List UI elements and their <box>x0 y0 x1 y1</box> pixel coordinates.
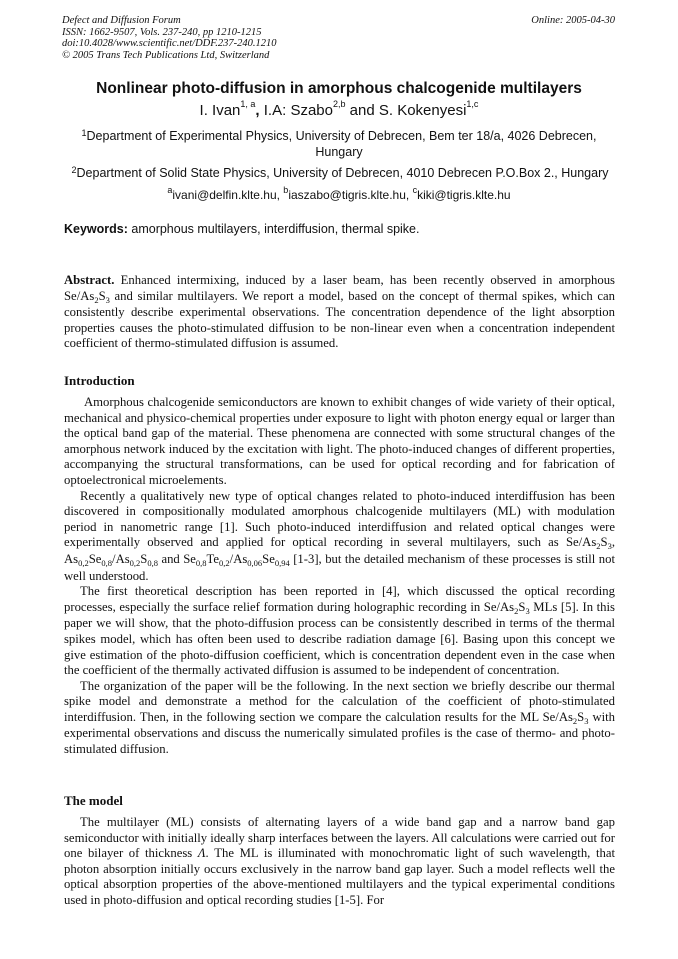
abstract-text: Enhanced intermixing, induced by a laser beam, has been recently observed in amorphous Se/As <box>64 273 615 303</box>
paper-title: Nonlinear photo-diffusion in amorphous chalcogenide multilayers <box>96 80 582 97</box>
lambda-symbol: Λ <box>197 846 206 861</box>
subscript: 2 <box>94 294 99 305</box>
affiliation-mark: 2 <box>71 165 77 175</box>
paragraph <box>64 584 615 679</box>
email-mark: a <box>167 185 173 195</box>
issn-line: ISSN: 1662-9507, Vols. 237-240, pp 1210-1215 <box>62 26 262 38</box>
author-separator: and <box>345 102 379 119</box>
author-list <box>40 99 638 119</box>
online-date: Online: 2005-04-30 <box>531 15 615 26</box>
email-link[interactable]: kiki@tigris.klte.hu <box>417 188 511 202</box>
paragraph <box>64 679 615 758</box>
affiliation-text: Department of Experimental Physics, University of Debrecen, Bem ter 18/a, 4026 Debrecen, Hungary <box>86 129 597 159</box>
email-link[interactable]: ivani@delfin.klte.hu, <box>172 188 284 202</box>
subscript: 2 <box>596 541 601 552</box>
paragraph: Amorphous chalcogenide semiconductors are known to exhibit changes of wide variety of their optical, mechanical and physico-chemical properties under exposure to light with photon energy equal or larger than the optical band gap of the material. These phenomena are connected with some structural changes of the amorphous network induced by the excitation with light. The photo-induced changes of different properties, accompanying the structural transformations, can be used for optical recording and for fabrication of optoelectronical microelements. <box>64 395 615 487</box>
text-run: S <box>140 551 148 566</box>
subscript: 3 <box>584 715 589 726</box>
abstract-label: Abstract. <box>64 273 115 287</box>
affiliation-2 <box>62 165 618 181</box>
subscript: 0,2 <box>129 557 141 568</box>
text-run: Se <box>262 551 275 566</box>
author-affiliation-mark: 1,c <box>466 99 479 109</box>
email-mark: b <box>283 185 289 195</box>
abstract-text: S <box>98 288 106 303</box>
text-run: [1-3], but the detailed mechanism of these processes is still not well understood. <box>64 551 615 583</box>
subscript: 0,8 <box>195 557 207 568</box>
text-run: The organization of the paper will be the following. In the next section we briefly describe our thermal spike model and demonstrate a method for the calculation of the coefficient of photo-stimulated interdiffusion. Then, in the following section we compare the calculation results for the ML Se/As <box>64 678 615 724</box>
text-run: S <box>577 709 585 724</box>
text-run: Se <box>88 551 102 566</box>
section-heading-introduction: Introduction <box>64 373 135 388</box>
subscript: 0,06 <box>247 557 263 568</box>
affiliation-mark: 1 <box>81 128 87 138</box>
email-link[interactable]: iaszabo@tigris.klte.hu, <box>288 188 413 202</box>
author-affiliation-mark: 1, a <box>240 99 256 109</box>
model-body <box>64 815 615 909</box>
email-list <box>40 185 638 202</box>
author-name: I.A: Szabo <box>263 102 333 119</box>
text-run: Recently a qualitatively new type of optical changes related to photo-induced interdiffusion has been discovered in compositionally modulated amorphous chalcogenide multilayers (ML) with modulation period in nanometric range [1]. Such photo-induced interdiffusion and related optical changes were experimentally observed and applied for optical recording in several multilayers, such as Se/As <box>64 488 615 550</box>
text-run: and Se <box>157 551 196 566</box>
text-run: /As <box>229 551 248 566</box>
subscript: 0,94 <box>274 557 290 568</box>
subscript: 0,2 <box>219 557 230 568</box>
text-run: /As <box>112 551 130 566</box>
text-run: The first theoretical description has been reported in [4], which discussed the optical recording processes, especially the surface relief formation during holographic recording in Se/As <box>64 584 615 614</box>
author-name: S. Kokenyesi <box>378 102 467 119</box>
subscript: 0,8 <box>101 557 113 568</box>
keywords <box>64 222 615 236</box>
text-run: S <box>600 535 608 550</box>
section-heading-model: The model <box>64 793 123 808</box>
subscript: 2 <box>514 605 519 616</box>
email-mark: c <box>412 185 418 195</box>
journal-name: Defect and Diffusion Forum <box>62 15 181 26</box>
text-run: , As <box>64 535 615 566</box>
keywords-text: amorphous multilayers, interdiffusion, thermal spike. <box>127 222 420 236</box>
text-run: Te <box>206 551 220 566</box>
keywords-label: Keywords: <box>64 222 128 236</box>
copyright-line: © 2005 Trans Tech Publications Ltd, Switzerland <box>62 49 270 61</box>
author-affiliation-mark: 2,b <box>332 99 346 109</box>
abstract-text: and similar multilayers. We report a model, based on the concept of thermal spikes, which can consistently describe experimental observations. The concentration dependence of the light absorption properties causes the photo-stimulated diffusion to be non-linear even when a concentration independent coefficient of thermo-stimulated diffusion is assumed. <box>64 288 615 351</box>
doi-line: doi:10.4028/www.scientific.net/DDF.237-240.1210 <box>62 38 277 49</box>
paragraph <box>64 815 615 909</box>
author-separator: , <box>255 102 264 119</box>
text-run: . The ML is illuminated with monochromatic light of such wavelength, that photon absorption initially occurs exclusively in the narrow band gap layer. Such a model reflects well the optical absorption properties of the above-mentioned multilayers and the typical experimental conditions used in photo-diffusion and optical recording studies [1-5]. For <box>64 846 615 907</box>
subscript: 0,2 <box>78 557 89 568</box>
paragraph <box>64 489 615 585</box>
affiliation-text: Department of Solid State Physics, University of Debrecen, 4010 Debrecen P.O.Box 2., Hungary <box>76 166 609 180</box>
text-run: with experimental observations and discuss the numerically simulated profiles is the case of thermo- and photo-stimulated diffusion. <box>64 709 615 757</box>
affiliation-1 <box>64 128 614 160</box>
text-run: MLs [5]. In this paper we will show, that the photo-diffusion process can be consistently described in terms of the thermal spikes model, which has often been used to describe radiation damage [6]. Basing upon this concept we give estimation of the photo-diffusion coefficient, which is concentration dependent even in the case when the coefficient of the thermally activated diffusion is assumed to be independent of concentration. <box>64 599 615 678</box>
text-run: The multilayer (ML) consists of alternating layers of a wide band gap and a narrow band gap semiconductor with initially ideally sharp interfaces between the layers. All calculations were carried out for one bilayer of thickness <box>64 815 615 861</box>
subscript: 3 <box>105 294 110 305</box>
subscript: 3 <box>525 605 530 616</box>
subscript: 2 <box>572 715 578 726</box>
author-name: I. Ivan <box>199 102 241 119</box>
subscript: 0,8 <box>147 557 158 568</box>
subscript: 3 <box>607 541 612 552</box>
text-run: S <box>518 599 526 614</box>
publication-header <box>62 15 615 61</box>
introduction-body <box>64 395 615 758</box>
abstract <box>64 273 615 352</box>
